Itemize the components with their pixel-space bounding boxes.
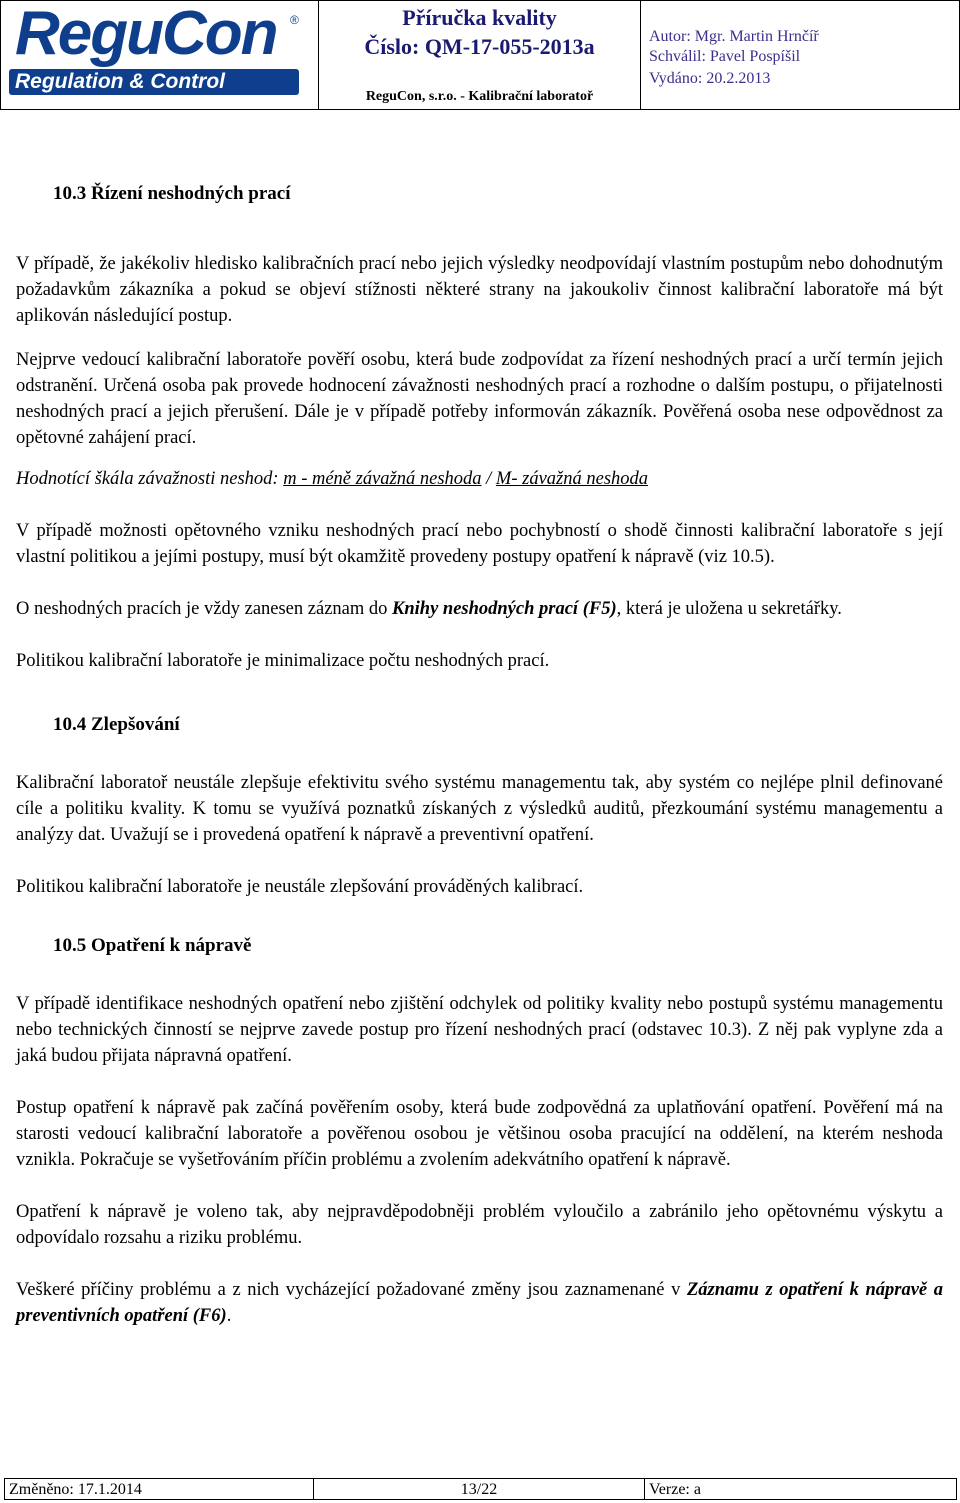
registered-mark: ® bbox=[290, 13, 299, 27]
severity-scale bbox=[16, 466, 943, 492]
text-run: O neshodných pracích je vždy zanesen záznam do bbox=[16, 599, 393, 619]
text-run: Veškeré příčiny problému a z nich vycházející požadované změny jsou zaznamenané v bbox=[16, 1280, 687, 1300]
section-title-10-4: 10.4 Zlepšování bbox=[53, 714, 180, 735]
paragraph: Postup opatření k nápravě pak začíná pověřením osoby, která bude zodpovědná za uplatňování opatření. Pověření má na starosti vedoucí kalibrační laboratoře a pověřenou osobou je většinou osoba pracující na oddělení, na kterém neshoda vznikla. Pokračuje se vyšetřováním příčin problému a zvolením adekvátního opatření k nápravě. bbox=[16, 1098, 943, 1170]
severity-separator: / bbox=[481, 469, 496, 489]
paragraph: Opatření k nápravě je voleno tak, aby nejpravděpodobněji problém vyloučilo a zabránilo jeho opětovnému výskytu a odpovídalo rozsahu a riziku problému. bbox=[16, 1202, 943, 1248]
manual-title: Příručka kvality bbox=[402, 5, 557, 30]
paragraph: Politikou kalibrační laboratoře je minimalizace počtu neshodných prací. bbox=[16, 651, 550, 671]
logo-cell bbox=[1, 1, 319, 110]
logo-tagline: Regulation & Control bbox=[15, 70, 225, 93]
paragraph: V případě identifikace neshodných opatření nebo zjištění odchylek od politiky kvality nebo postupů systému managementu nebo technických činností se nejprve zavede postup pro řízení neshodných prací (odstavec 10.3). Z něj pak vyplyne zda a jaká budou přijata nápravná opatření. bbox=[16, 994, 943, 1066]
paragraph: Nejprve vedoucí kalibrační laboratoře pověří osobu, která bude zodpovídat za řízení neshodných prací a určí termín jejich odstranění. Určená osoba pak provede hodnocení závažnosti neshodných prací a rozhodne o dalším postupu, o přijatelnosti neshodných prací a jejich přerušení. Dále je v případě potřeby informován zákazník. Pověřená osoba nese odpovědnost za opětovné zahájení prací. bbox=[16, 350, 943, 448]
organization-name: ReguCon, s.r.o. - Kalibrační laboratoř bbox=[365, 89, 594, 104]
approved-by: Schválil: Pavel Pospíšil bbox=[649, 48, 801, 65]
page-number: 13/22 bbox=[314, 1479, 645, 1500]
logo-wordmark: ReguCon bbox=[15, 0, 277, 68]
severity-scale-label: Hodnotící škála závažnosti neshod: bbox=[16, 469, 284, 489]
severity-minor: m - méně závažná neshoda bbox=[283, 469, 482, 489]
paragraph bbox=[16, 1277, 943, 1329]
paragraph: V případě, že jakékoliv hledisko kalibračních prací nebo jejich výsledky neodpovídají vlastním postupům nebo dohodnutým požadavkům zákazníka a pokud se objeví stížnosti některé strany na jakoukoliv činnost kalibrační laboratoře má být aplikován následující postup. bbox=[16, 254, 943, 326]
paragraph: Politikou kalibrační laboratoře je neustále zlepšování prováděných kalibrací. bbox=[16, 877, 584, 897]
document-number: Číslo: QM-17-055-2013a bbox=[364, 34, 595, 59]
text-run: , která je uložena u sekretářky. bbox=[616, 599, 842, 619]
paragraph bbox=[16, 596, 943, 622]
document-header bbox=[0, 0, 960, 110]
issue-date: Vydáno: 20.2.2013 bbox=[649, 70, 771, 87]
regucon-logo bbox=[1, 1, 318, 109]
document-footer bbox=[4, 1478, 957, 1500]
record-reference: Záznamu z opatření k nápravě a preventivních opatření (F6) bbox=[16, 1280, 943, 1326]
text-run: . bbox=[226, 1306, 232, 1326]
changed-date: Změněno: 17.1.2014 bbox=[5, 1479, 314, 1500]
record-reference: Knihy neshodných prací (F5) bbox=[392, 599, 617, 619]
header-title-cell bbox=[319, 1, 641, 110]
paragraph: V případě možnosti opětovného vzniku neshodných prací nebo pochybností o shodě činnosti kalibrační laboratoře s její vlastní politikou a jejími postupy, musí být okamžitě provedeny postupy opatření k nápravě (viz 10.5). bbox=[16, 521, 943, 567]
section-title-10-3: 10.3 Řízení neshodných prací bbox=[53, 183, 291, 204]
version: Verze: a bbox=[645, 1479, 957, 1500]
page-content bbox=[16, 182, 943, 1329]
severity-major: M- závažná neshoda bbox=[495, 469, 649, 489]
section-title-10-5: 10.5 Opatření k nápravě bbox=[53, 935, 252, 956]
header-meta-cell bbox=[641, 1, 960, 110]
paragraph: Kalibrační laboratoř neustále zlepšuje efektivitu svého systému managementu tak, aby systém co nejlépe plnil definované cíle a politiku kvality. K tomu se využívá poznatků získaných z výsledků auditů, přezkoumání systému managementu a analýzy dat. Uvažují se i provedená opatření k nápravě a preventivní opatření. bbox=[16, 773, 943, 845]
author: Autor: Mgr. Martin Hrnčíř bbox=[649, 28, 819, 45]
